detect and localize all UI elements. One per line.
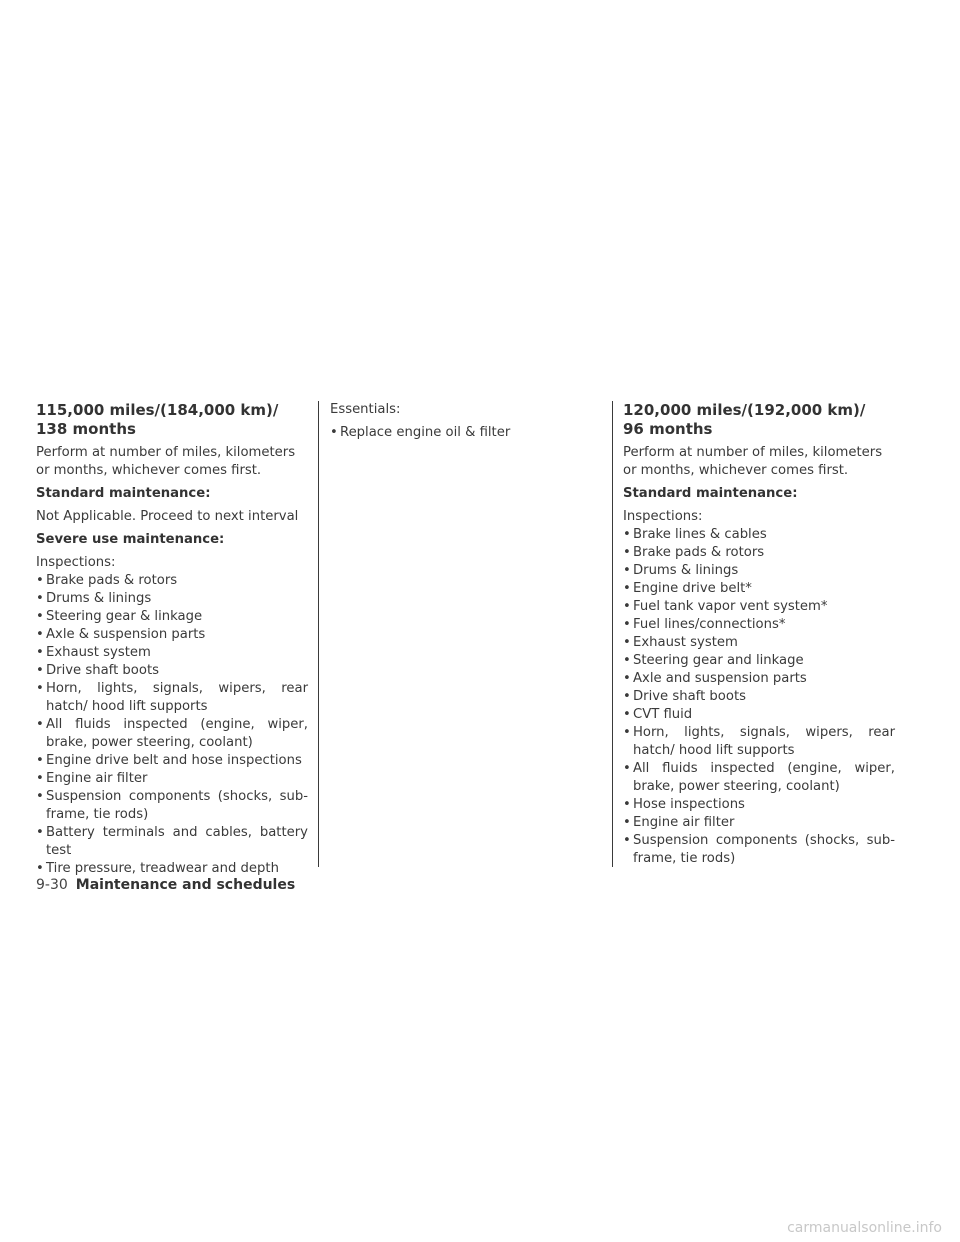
heading-line-2: 138 months (36, 420, 136, 438)
column-divider (318, 401, 319, 867)
severe-maintenance-label: Severe use maintenance: (36, 532, 225, 547)
list-item: • Drums & linings (623, 562, 895, 580)
list-item: • Brake lines & cables (623, 526, 895, 544)
inspections-label: Inspections: (36, 555, 116, 570)
list-item: • Suspension components (shocks, sub- frame, tie rods) (36, 788, 308, 824)
list-item: • Brake pads & rotors (623, 544, 895, 562)
list-item: • Fuel lines/connections* (623, 616, 895, 634)
column-120000 (623, 401, 895, 868)
list-item: • Engine air filter (623, 814, 895, 832)
list-item: • Axle & suspension parts (36, 626, 308, 644)
essentials-list (330, 424, 592, 442)
interval-heading-115000 (36, 401, 308, 439)
list-item: • Hose inspections (623, 796, 895, 814)
watermark: carmanualsonline.info (787, 1220, 942, 1236)
list-item: • Drive shaft boots (36, 662, 308, 680)
list-item: • Engine drive belt and hose inspections (36, 752, 308, 770)
heading-line-1: 115,000 miles/(184,000 km)/ (36, 401, 279, 419)
list-item: • Exhaust system (623, 634, 895, 652)
list-item: • Axle and suspension parts (623, 670, 895, 688)
inspection-list (623, 526, 895, 868)
list-item: • Brake pads & rotors (36, 572, 308, 590)
column-115000 (36, 401, 308, 878)
list-item: • Steering gear & linkage (36, 608, 308, 626)
standard-maintenance-text: Not Applicable. Proceed to next interval (36, 509, 299, 524)
list-item: • Suspension components (shocks, sub- frame, tie rods) (623, 832, 895, 868)
list-item: • Drums & linings (36, 590, 308, 608)
list-item: • All fluids inspected (engine, wiper, brake, power steering, coolant) (36, 716, 308, 752)
standard-maintenance-label: Standard maintenance: (623, 486, 798, 501)
list-item: • Horn, lights, signals, wipers, rear hatch/ hood lift supports (623, 724, 895, 760)
list-item: • Horn, lights, signals, wipers, rear hatch/ hood lift supports (36, 680, 308, 716)
interval-heading-120000 (623, 401, 895, 439)
list-item: • Engine air filter (36, 770, 308, 788)
column-115000-continued (330, 401, 592, 442)
page-footer (36, 877, 295, 893)
list-item: • Exhaust system (36, 644, 308, 662)
inspections-label: Inspections: (623, 509, 703, 524)
column-divider (612, 401, 613, 867)
intro-text: Perform at number of miles, kilometers or months, whichever comes first. (623, 445, 883, 478)
list-item: • Fuel tank vapor vent system* (623, 598, 895, 616)
list-item: • Engine drive belt* (623, 580, 895, 598)
page-number: 9-30 (36, 877, 68, 893)
list-item: • All fluids inspected (engine, wiper, brake, power steering, coolant) (623, 760, 895, 796)
list-item: • CVT fluid (623, 706, 895, 724)
list-item: • Drive shaft boots (623, 688, 895, 706)
heading-line-1: 120,000 miles/(192,000 km)/ (623, 401, 866, 419)
essentials-label: Essentials: (330, 402, 401, 417)
list-item: • Steering gear and linkage (623, 652, 895, 670)
list-item: • Battery terminals and cables, battery test (36, 824, 308, 860)
list-item: • Tire pressure, treadwear and depth (36, 860, 308, 878)
section-title: Maintenance and schedules (75, 877, 296, 893)
inspection-list (36, 572, 308, 878)
list-item: • Replace engine oil & filter (330, 424, 592, 442)
heading-line-2: 96 months (623, 420, 713, 438)
intro-text: Perform at number of miles, kilometers or months, whichever comes first. (36, 445, 296, 478)
standard-maintenance-label: Standard maintenance: (36, 486, 211, 501)
